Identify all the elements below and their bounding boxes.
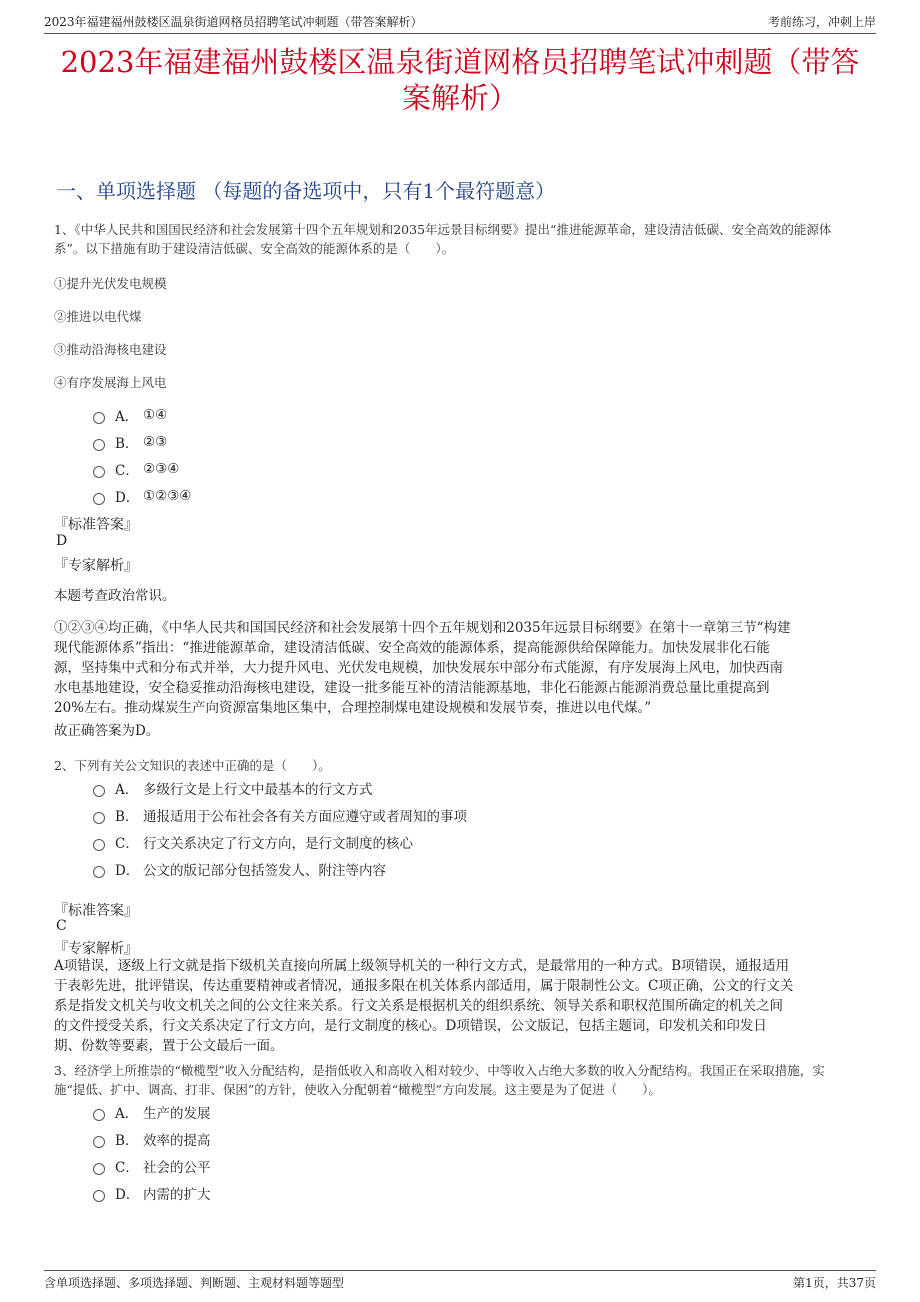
answer-label: 『标准答案』 (54, 517, 138, 533)
radio-icon[interactable] (93, 1163, 105, 1175)
analysis-paragraph (54, 618, 866, 718)
option-key: D． (115, 1187, 140, 1203)
statement-item: ④有序发展海上风电 (54, 375, 167, 390)
q3-option-b[interactable] (93, 1129, 211, 1149)
analysis-paragraph (54, 956, 866, 1056)
analysis-line: A项错误，逐级上行文就是指下级机关直接向所属上级领导机关的一种行文方式，是最常用的一种方式。B项错误，通报适用 (54, 958, 790, 974)
header-slogan: 考前练习，冲刺上岸 (767, 15, 876, 29)
option-key: C． (115, 463, 139, 479)
question-1-stem (54, 220, 866, 258)
q3-option-c[interactable] (93, 1156, 211, 1176)
analysis-label: 『专家解析』 (54, 558, 138, 574)
option-text: 行文关系决定了行文方向，是行文制度的核心 (143, 836, 413, 852)
option-key: C． (115, 836, 139, 852)
q1-option-d[interactable] (93, 486, 191, 506)
analysis-paragraph: 本题考查政治常识。 (54, 588, 176, 604)
option-key: B． (115, 436, 139, 452)
option-text: 公文的版记部分包括签发人、附注等内容 (143, 863, 386, 879)
option-text: 效率的提高 (143, 1133, 211, 1149)
q3-option-d[interactable] (93, 1183, 211, 1203)
statement-item: ③推动沿海核电建设 (54, 342, 167, 357)
analysis-label: 『专家解析』 (54, 941, 138, 957)
answer-value: C (56, 918, 67, 934)
option-key: A． (115, 782, 139, 798)
option-key: C． (115, 1160, 139, 1176)
question-1-stem-line-1: 1、《中华人民共和国国民经济和社会发展第十四个五年规划和2035年远景目标纲要》提出“推进能源革命，建设清洁低碳、安全高效的能源体 (54, 222, 832, 237)
radio-icon[interactable] (93, 466, 105, 478)
analysis-line: 20%左右。推动煤炭生产向资源富集地区集中，合理控制煤电建设规模和发展节奏，推进以电代煤。” (54, 700, 652, 716)
section-heading: 一、单项选择题 （每题的备选项中，只有1个最符题意） (56, 179, 556, 203)
q1-option-c[interactable] (93, 459, 179, 479)
q1-option-a[interactable] (93, 405, 167, 425)
radio-icon[interactable] (93, 812, 105, 824)
radio-icon[interactable] (93, 493, 105, 505)
option-key: D． (115, 863, 140, 879)
radio-icon[interactable] (93, 412, 105, 424)
q2-option-b[interactable] (93, 805, 467, 825)
analysis-line: 系是指发文机关与收文机关之间的公文往来关系。行文关系是根据机关的组织系统、领导关系和职权范围所确定的机关之间 (54, 998, 783, 1014)
radio-icon[interactable] (93, 839, 105, 851)
analysis-line: 现代能源体系”指出：“推进能源革命，建设清洁低碳、安全高效的能源体系，提高能源供给保障能力。加快发展非化石能 (54, 640, 770, 656)
option-text: ①④ (143, 407, 168, 423)
option-key: A． (115, 1106, 139, 1122)
option-text: 社会的公平 (143, 1160, 211, 1176)
q2-option-d[interactable] (93, 859, 386, 879)
answer-value: D (56, 533, 68, 549)
title-line-1: 2023年福建福州鼓楼区温泉街道网格员招聘笔试冲刺题（带答 (60, 45, 860, 79)
page-footer (44, 1270, 876, 1293)
radio-icon[interactable] (93, 866, 105, 878)
analysis-line: 水电基地建设，安全稳妥推动沿海核电建设，建设一批多能互补的清洁能源基地，非化石能源占能源消费总量比重提高到 (54, 680, 770, 696)
statement-item: ②推进以电代煤 (54, 309, 142, 324)
analysis-line: 源，坚持集中式和分布式并举，大力提升风电、光伏发电规模，加快发展东中部分布式能源，有序发展海上风电，加快西南 (54, 660, 783, 676)
option-key: B． (115, 809, 139, 825)
q3-option-a[interactable] (93, 1102, 211, 1122)
answer-label: 『标准答案』 (54, 903, 138, 919)
analysis-line: ①②③④均正确，《中华人民共和国国民经济和社会发展第十四个五年规划和2035年远景目标纲要》在第十一章第三节“构建 (54, 620, 791, 636)
question-3-stem-line-1: 3、经济学上所推崇的“橄榄型”收入分配结构，是指低收入和高收入相对较少、中等收入占绝大多数的收入分配结构。我国正在采取措施，实 (54, 1063, 825, 1078)
q2-option-a[interactable] (93, 778, 373, 798)
question-1-stem-line-2: 系”。以下措施有助于建设清洁低碳、安全高效的能源体系的是（ ）。 (54, 241, 455, 256)
option-text: 通报适用于公布社会各有关方面应遵守或者周知的事项 (143, 809, 467, 825)
question-3-stem-line-2: 施“提低、扩中、调高、打非、保困”的方针，使收入分配朝着“橄榄型”方向发展。这主要是为了促进（ ）。 (54, 1082, 661, 1097)
analysis-conclusion: 故正确答案为D。 (54, 723, 160, 739)
option-text: 内需的扩大 (143, 1187, 211, 1203)
option-text: ②③④ (143, 461, 180, 477)
analysis-line: 于表彰先进，批评错误，传达重要精神或者情况，通报多限在机关体系内部适用，属于限制性公文。C项正确，公文的行文关 (54, 978, 794, 994)
header-doc-title: 2023年福建福州鼓楼区温泉街道网格员招聘笔试冲刺题（带答案解析） (44, 15, 423, 29)
page-header (44, 11, 876, 34)
option-text: ②③ (143, 434, 168, 450)
option-key: D． (115, 490, 140, 506)
page-number: 第1页，共37页 (793, 1276, 876, 1290)
q1-option-b[interactable] (93, 432, 167, 452)
footer-note: 含单项选择题、多项选择题、判断题、主观材料题等题型 (44, 1276, 345, 1290)
analysis-line: 的文件授受关系，行文关系决定了行文方向，是行文制度的核心。D项错误，公文版记，包括主题词，印发机关和印发日 (54, 1018, 767, 1034)
radio-icon[interactable] (93, 439, 105, 451)
radio-icon[interactable] (93, 1109, 105, 1121)
title-line-2: 案解析） (401, 81, 518, 115)
option-text: 多级行文是上行文中最基本的行文方式 (143, 782, 373, 798)
option-text: 生产的发展 (143, 1106, 211, 1122)
question-3-stem (54, 1061, 866, 1099)
question-2-stem: 2、下列有关公文知识的表述中正确的是（ ）。 (54, 758, 331, 773)
radio-icon[interactable] (93, 1190, 105, 1202)
radio-icon[interactable] (93, 1136, 105, 1148)
analysis-line: 期、份数等要素，置于公文最后一面。 (54, 1038, 284, 1054)
option-text: ①②③④ (143, 488, 192, 504)
radio-icon[interactable] (93, 785, 105, 797)
option-key: B． (115, 1133, 139, 1149)
option-key: A． (115, 409, 139, 425)
statement-item: ①提升光伏发电规模 (54, 276, 167, 291)
q2-option-c[interactable] (93, 832, 413, 852)
page-title (40, 44, 880, 116)
